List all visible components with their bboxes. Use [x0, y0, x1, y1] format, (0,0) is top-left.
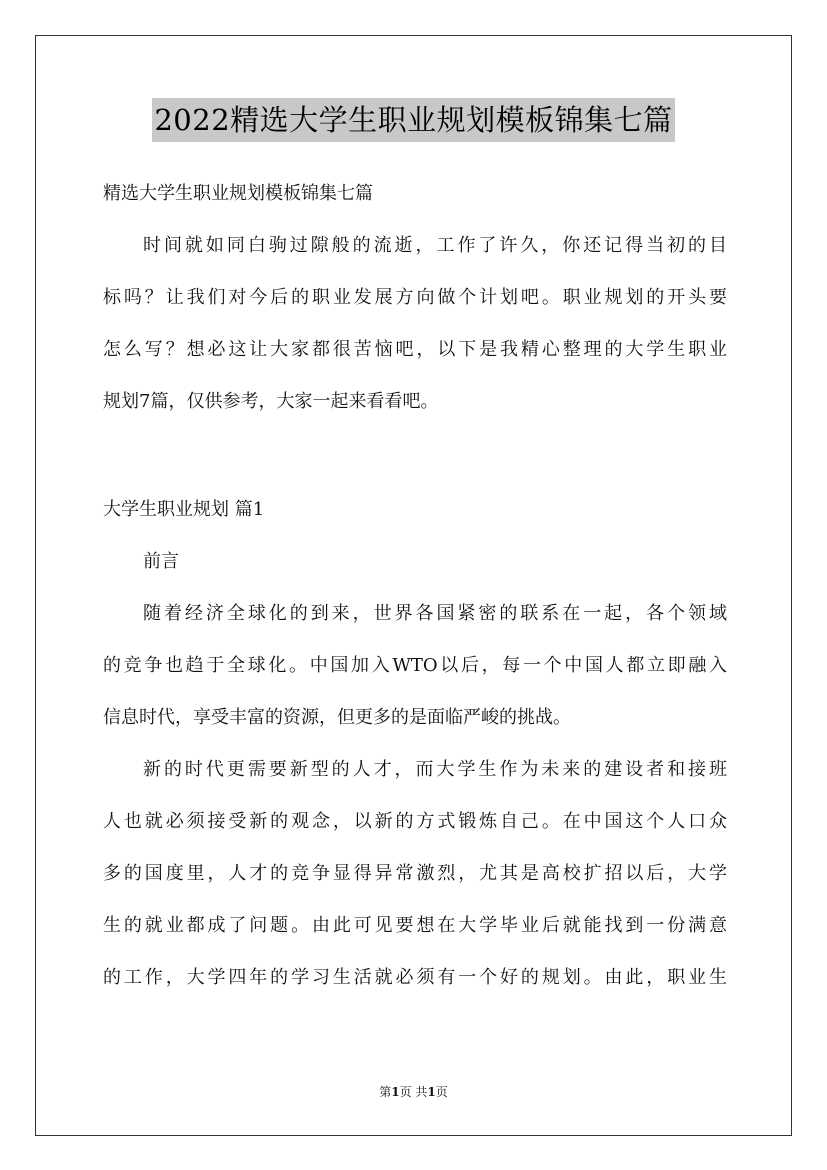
preface-label: 前言 — [143, 551, 179, 572]
footer-page-number: 1 — [391, 1085, 400, 1099]
intro-line: 时间就如同白驹过隙般的流逝，工作了许久，你还记得当初的目 — [143, 235, 727, 256]
paragraph-2 — [103, 752, 727, 996]
footer-suffix: 页 — [435, 1085, 448, 1099]
paragraph-line: 的工作，大学四年的学习生活就必须有一个好的规划。由此，职业生 — [103, 967, 727, 988]
footer-prefix: 第 — [379, 1085, 392, 1099]
paragraph-1 — [103, 596, 727, 736]
title-container — [0, 98, 827, 142]
paragraph-line: 随着经济全球化的到来，世界各国紧密的联系在一起，各个领域 — [143, 603, 727, 624]
paragraph-line: 生的就业都成了问题。由此可见要想在大学毕业后就能找到一份满意 — [103, 915, 727, 936]
intro-line: 标吗？让我们对今后的职业发展方向做个计划吧。职业规划的开头要 — [103, 287, 727, 308]
footer-mid: 页 共 — [399, 1085, 428, 1099]
section-heading: 大学生职业规划 篇1 — [103, 499, 265, 520]
paragraph-line: 信息时代，享受丰富的资源，但更多的是面临严峻的挑战。 — [103, 707, 571, 728]
paragraph-line: 的竞争也趋于全球化。中国加入WTO以后，每一个中国人都立即融入 — [103, 655, 727, 676]
intro-line: 怎么写？想必这让大家都很苦恼吧，以下是我精心整理的大学生职业 — [103, 339, 727, 360]
document-subtitle: 精选大学生职业规划模板锦集七篇 — [103, 183, 373, 204]
document-body — [103, 176, 727, 996]
paragraph-line: 人也就必须接受新的观念，以新的方式锻炼自己。在中国这个人口众 — [103, 811, 727, 832]
intro-paragraph — [103, 228, 727, 420]
paragraph-line: 多的国度里，人才的竞争显得异常激烈，尤其是高校扩招以后，大学 — [103, 863, 727, 884]
footer-page-total: 1 — [427, 1085, 436, 1099]
paragraph-line: 新的时代更需要新型的人才，而大学生作为未来的建设者和接班 — [143, 759, 727, 780]
document-title: 2022精选大学生职业规划模板锦集七篇 — [152, 98, 674, 142]
page-footer — [0, 1083, 827, 1100]
intro-line: 规划7篇，仅供参考，大家一起来看看吧。 — [103, 391, 439, 412]
